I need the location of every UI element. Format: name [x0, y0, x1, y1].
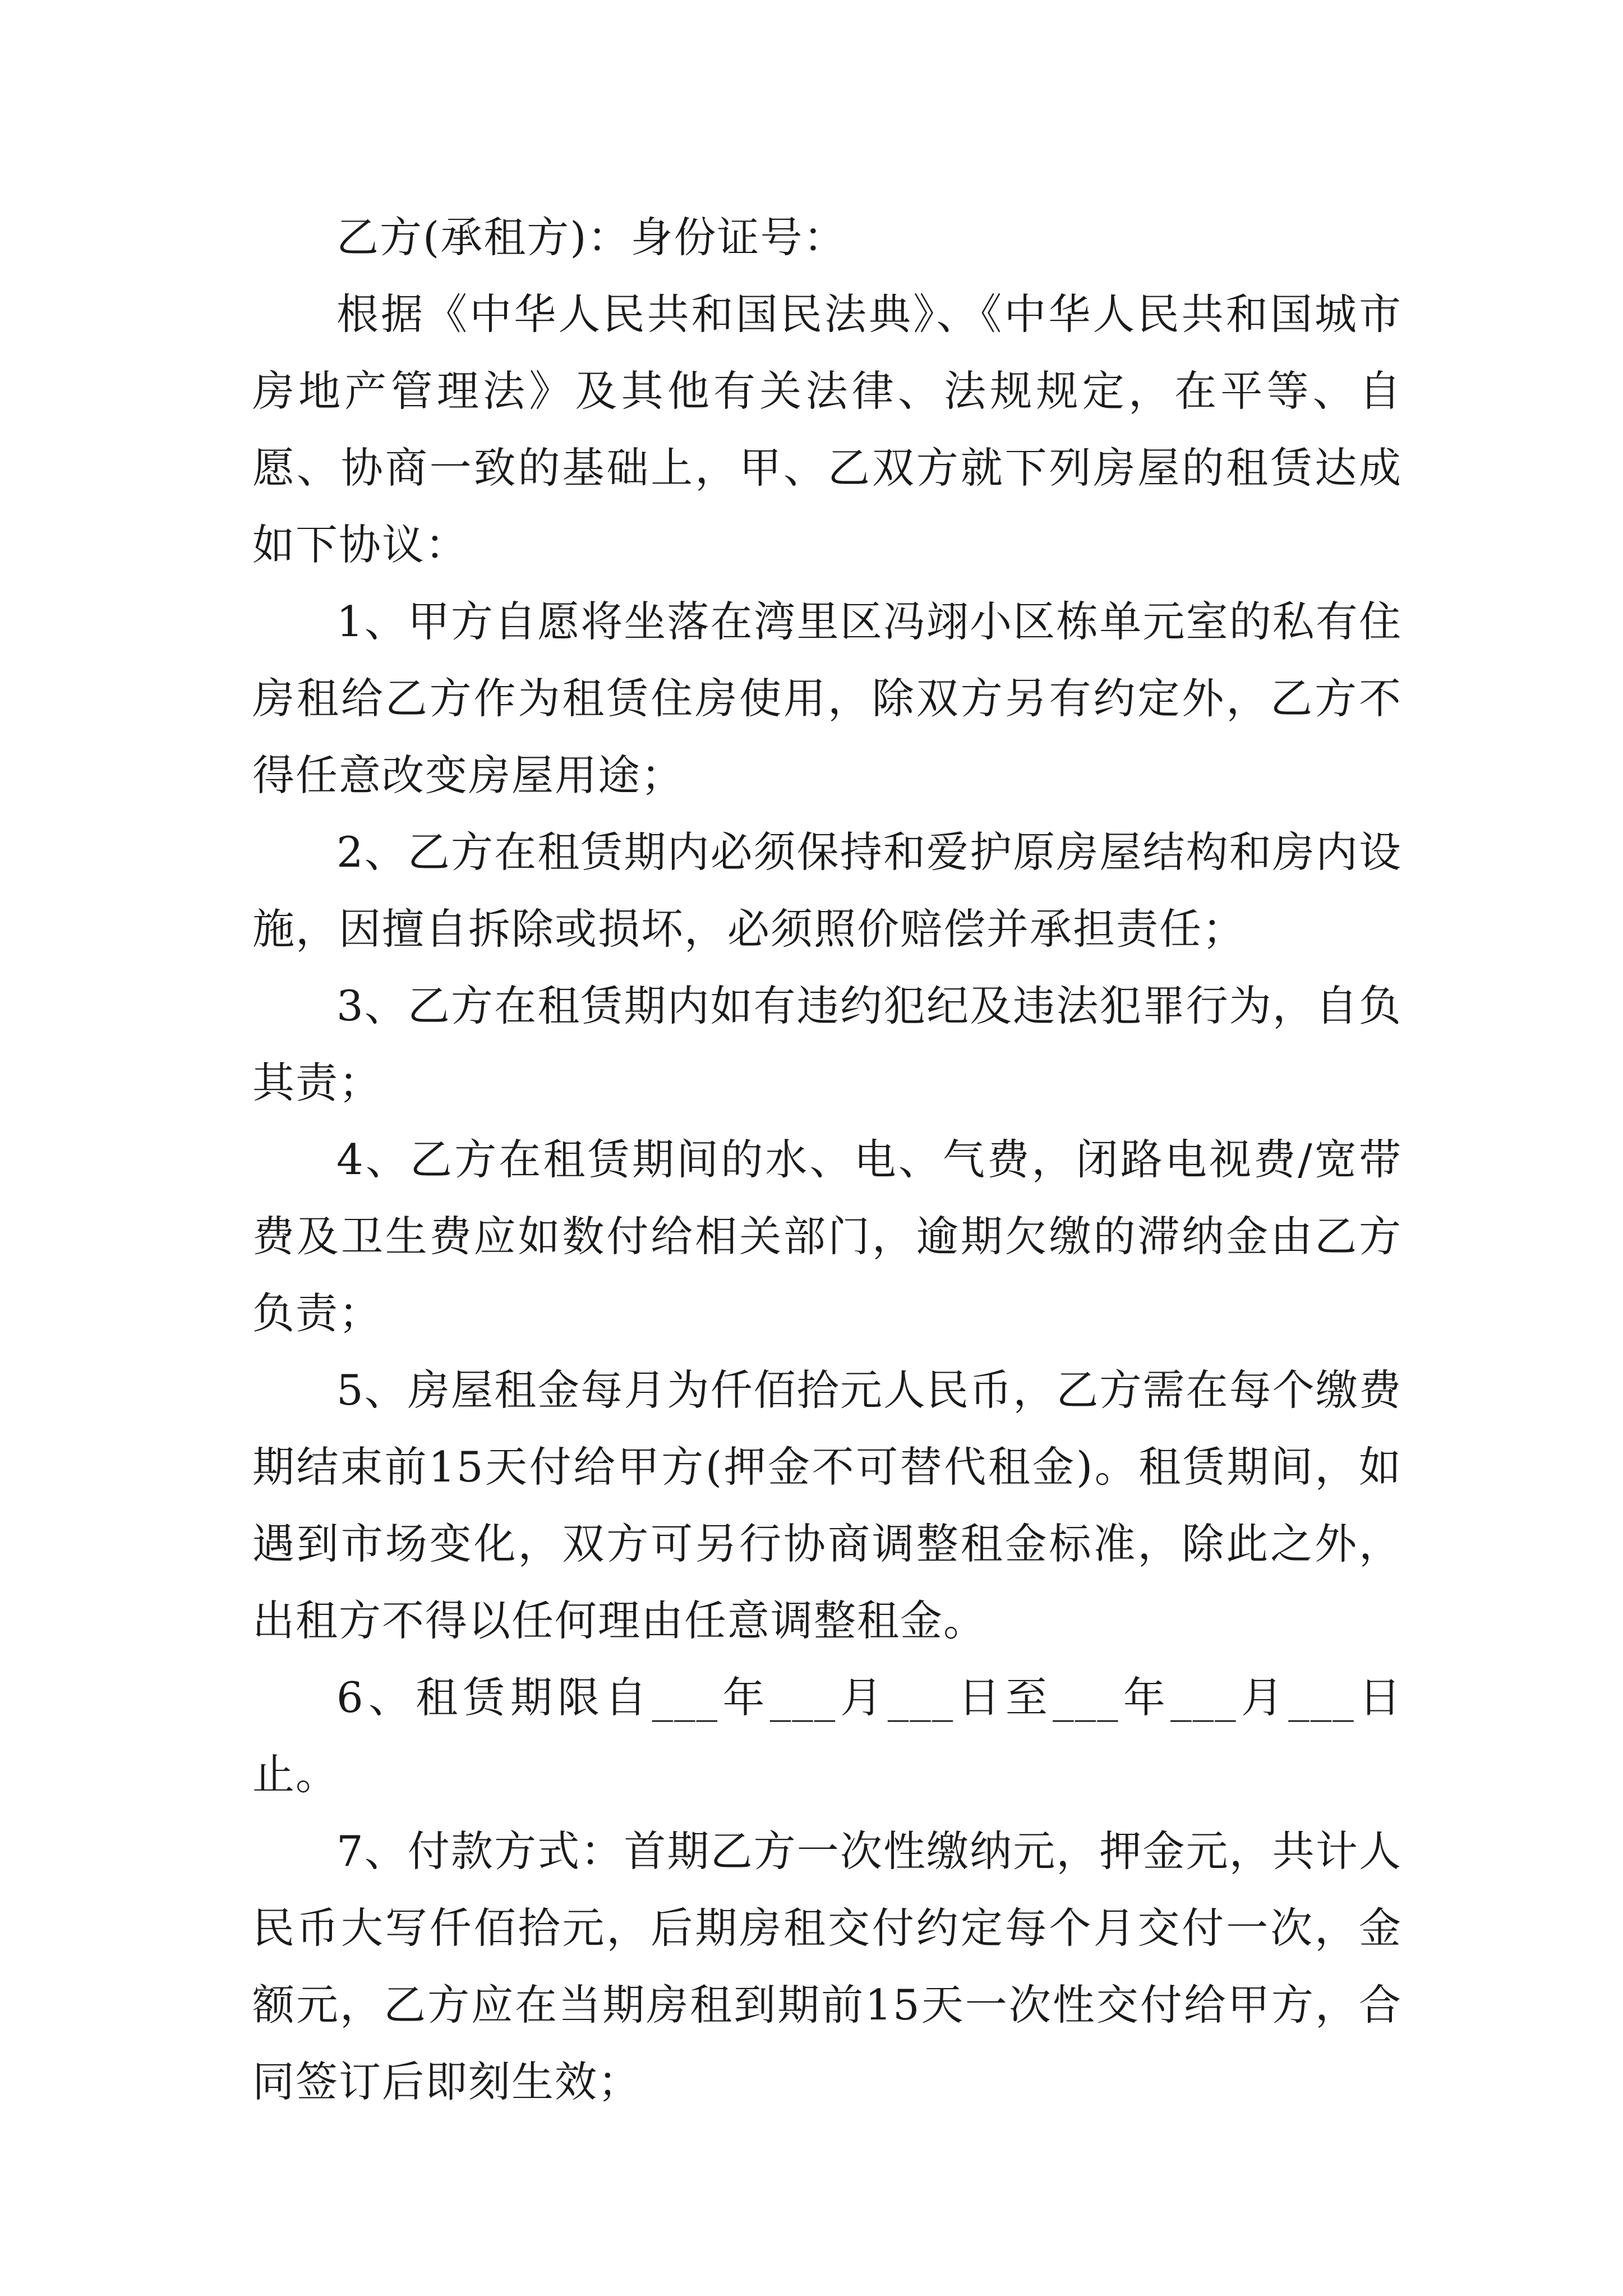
clause-1: 1、甲方自愿将坐落在湾里区冯翊小区栋单元室的私有住房租给乙方作为租赁住房使用，除双方另有约定外，乙方不得任意改变房屋用途；: [252, 597, 1402, 800]
tenant-info-line: 乙方(承租方)：身份证号：: [336, 213, 847, 262]
clause-7: 7、付款方式：首期乙方一次性缴纳元，押金元，共计人民币大写仟佰拾元，后期房租交付约定每个月交付一次，金额元，乙方应在当期房租到期前15天一次性交付给甲方，合同签订后即刻生效；: [252, 1826, 1402, 2106]
clause-6: 6、租赁期限自___年___月___日至___年___月___日止。: [252, 1673, 1402, 1799]
clause-5: 5、房屋租金每月为仟佰拾元人民币，乙方需在每个缴费期结束前15天付给甲方(押金不可替代租金)。租赁期间，如遇到市场变化，双方可另行协商调整租金标准，除此之外，出租方不得以任何理由任意调整租金。: [252, 1365, 1402, 1645]
clause-3: 3、乙方在租赁期内如有违约犯纪及违法犯罪行为，自负其责；: [252, 981, 1402, 1107]
clause-2: 2、乙方在租赁期内必须保持和爱护原房屋结构和房内设施，因擅自拆除或损坏，必须照价赔偿并承担责任；: [252, 827, 1402, 954]
document-body: [252, 199, 1402, 2120]
clause-4: 4、乙方在租赁期间的水、电、气费，闭路电视费/宽带费及卫生费应如数付给相关部门，逾期欠缴的滞纳金由乙方负责；: [252, 1135, 1402, 1338]
preamble-paragraph: 根据《中华人民共和国民法典》、《中华人民共和国城市房地产管理法》及其他有关法律、法规规定，在平等、自愿、协商一致的基础上，甲、乙双方就下列房屋的租赁达成如下协议：: [252, 289, 1402, 569]
